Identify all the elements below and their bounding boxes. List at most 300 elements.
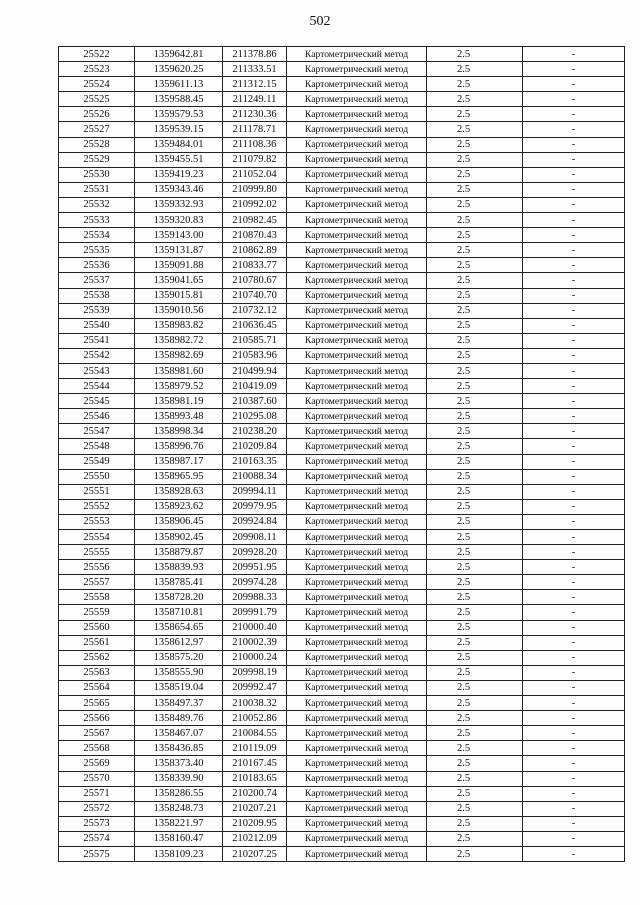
accuracy-cell: 2.5 [427,137,523,152]
note-cell: - [523,137,625,152]
y-coordinate-cell: 209951.95 [223,560,287,575]
method-cell: Картометрический метод [287,499,427,514]
point-number-cell: 25543 [59,363,135,378]
accuracy-cell: 2.5 [427,741,523,756]
note-cell: - [523,213,625,228]
table-row [59,816,625,831]
y-coordinate-cell: 210207.25 [223,846,287,861]
accuracy-cell: 2.5 [427,816,523,831]
accuracy-cell: 2.5 [427,771,523,786]
point-number-cell: 25568 [59,741,135,756]
table-row [59,409,625,424]
note-cell: - [523,333,625,348]
note-cell: - [523,107,625,122]
y-coordinate-cell: 210585.71 [223,333,287,348]
note-cell: - [523,228,625,243]
table-row [59,318,625,333]
method-cell: Картометрический метод [287,711,427,726]
point-number-cell: 25567 [59,726,135,741]
table-row [59,665,625,680]
method-cell: Картометрический метод [287,650,427,665]
point-number-cell: 25564 [59,680,135,695]
x-coordinate-cell: 1358555.90 [135,665,223,680]
table-row [59,137,625,152]
point-number-cell: 25566 [59,711,135,726]
note-cell: - [523,605,625,620]
note-cell: - [523,394,625,409]
method-cell: Картометрический метод [287,243,427,258]
accuracy-cell: 2.5 [427,197,523,212]
accuracy-cell: 2.5 [427,499,523,514]
point-number-cell: 25547 [59,424,135,439]
accuracy-cell: 2.5 [427,439,523,454]
method-cell: Картометрический метод [287,680,427,695]
table-row [59,62,625,77]
y-coordinate-cell: 209992.47 [223,680,287,695]
y-coordinate-cell: 211249.11 [223,92,287,107]
method-cell: Картометрический метод [287,47,427,62]
note-cell: - [523,801,625,816]
note-cell: - [523,424,625,439]
note-cell: - [523,167,625,182]
method-cell: Картометрический метод [287,228,427,243]
accuracy-cell: 2.5 [427,333,523,348]
y-coordinate-cell: 210999.80 [223,182,287,197]
method-cell: Картометрический метод [287,363,427,378]
table-row [59,680,625,695]
y-coordinate-cell: 211378.86 [223,47,287,62]
method-cell: Картометрический метод [287,590,427,605]
note-cell: - [523,454,625,469]
point-number-cell: 25530 [59,167,135,182]
point-number-cell: 25559 [59,605,135,620]
y-coordinate-cell: 210002.39 [223,635,287,650]
method-cell: Картометрический метод [287,394,427,409]
x-coordinate-cell: 1358923.62 [135,499,223,514]
accuracy-cell: 2.5 [427,363,523,378]
method-cell: Картометрический метод [287,545,427,560]
note-cell: - [523,726,625,741]
y-coordinate-cell: 210992.02 [223,197,287,212]
point-number-cell: 25522 [59,47,135,62]
point-number-cell: 25533 [59,213,135,228]
point-number-cell: 25542 [59,348,135,363]
accuracy-cell: 2.5 [427,590,523,605]
table-row [59,439,625,454]
x-coordinate-cell: 1359041.65 [135,273,223,288]
y-coordinate-cell: 210583.96 [223,348,287,363]
method-cell: Картометрический метод [287,379,427,394]
point-number-cell: 25555 [59,545,135,560]
accuracy-cell: 2.5 [427,711,523,726]
method-cell: Картометрический метод [287,665,427,680]
table-row [59,303,625,318]
point-number-cell: 25553 [59,514,135,529]
note-cell: - [523,273,625,288]
point-number-cell: 25528 [59,137,135,152]
y-coordinate-cell: 211108.36 [223,137,287,152]
x-coordinate-cell: 1359484.01 [135,137,223,152]
accuracy-cell: 2.5 [427,152,523,167]
table-row [59,258,625,273]
y-coordinate-cell: 211052.04 [223,167,287,182]
method-cell: Картометрический метод [287,122,427,137]
y-coordinate-cell: 211312.15 [223,77,287,92]
method-cell: Картометрический метод [287,530,427,545]
x-coordinate-cell: 1359131.87 [135,243,223,258]
y-coordinate-cell: 210387.60 [223,394,287,409]
point-number-cell: 25573 [59,816,135,831]
accuracy-cell: 2.5 [427,62,523,77]
note-cell: - [523,122,625,137]
table-row [59,167,625,182]
x-coordinate-cell: 1358993.48 [135,409,223,424]
point-number-cell: 25557 [59,575,135,590]
accuracy-cell: 2.5 [427,107,523,122]
table-row [59,711,625,726]
method-cell: Картометрический метод [287,197,427,212]
method-cell: Картометрический метод [287,831,427,846]
page-number: 502 [309,14,331,29]
coordinates-table-body [59,47,625,862]
note-cell: - [523,62,625,77]
point-number-cell: 25560 [59,620,135,635]
method-cell: Картометрический метод [287,137,427,152]
table-row [59,152,625,167]
table-row [59,348,625,363]
method-cell: Картометрический метод [287,741,427,756]
point-number-cell: 25565 [59,696,135,711]
accuracy-cell: 2.5 [427,228,523,243]
x-coordinate-cell: 1358987.17 [135,454,223,469]
y-coordinate-cell: 210870.43 [223,228,287,243]
point-number-cell: 25534 [59,228,135,243]
method-cell: Картометрический метод [287,620,427,635]
method-cell: Картометрический метод [287,318,427,333]
method-cell: Картометрический метод [287,288,427,303]
method-cell: Картометрический метод [287,726,427,741]
y-coordinate-cell: 210119.09 [223,741,287,756]
table-row [59,243,625,258]
point-number-cell: 25545 [59,394,135,409]
note-cell: - [523,560,625,575]
y-coordinate-cell: 211178.71 [223,122,287,137]
point-number-cell: 25552 [59,499,135,514]
note-cell: - [523,379,625,394]
method-cell: Картометрический метод [287,273,427,288]
y-coordinate-cell: 210862.89 [223,243,287,258]
x-coordinate-cell: 1358519.04 [135,680,223,695]
method-cell: Картометрический метод [287,756,427,771]
table-row [59,499,625,514]
note-cell: - [523,197,625,212]
point-number-cell: 25549 [59,454,135,469]
method-cell: Картометрический метод [287,167,427,182]
note-cell: - [523,635,625,650]
table-row [59,786,625,801]
x-coordinate-cell: 1358467.07 [135,726,223,741]
point-number-cell: 25538 [59,288,135,303]
x-coordinate-cell: 1358998.34 [135,424,223,439]
accuracy-cell: 2.5 [427,680,523,695]
point-number-cell: 25525 [59,92,135,107]
table-row [59,122,625,137]
point-number-cell: 25554 [59,530,135,545]
accuracy-cell: 2.5 [427,696,523,711]
table-row [59,756,625,771]
table-row [59,726,625,741]
accuracy-cell: 2.5 [427,650,523,665]
point-number-cell: 25546 [59,409,135,424]
note-cell: - [523,514,625,529]
accuracy-cell: 2.5 [427,605,523,620]
accuracy-cell: 2.5 [427,801,523,816]
note-cell: - [523,258,625,273]
accuracy-cell: 2.5 [427,831,523,846]
point-number-cell: 25558 [59,590,135,605]
table-row [59,771,625,786]
method-cell: Картометрический метод [287,213,427,228]
x-coordinate-cell: 1358981.60 [135,363,223,378]
note-cell: - [523,786,625,801]
accuracy-cell: 2.5 [427,288,523,303]
y-coordinate-cell: 211333.51 [223,62,287,77]
note-cell: - [523,771,625,786]
x-coordinate-cell: 1359343.46 [135,182,223,197]
x-coordinate-cell: 1359320.83 [135,213,223,228]
x-coordinate-cell: 1358965.95 [135,469,223,484]
note-cell: - [523,484,625,499]
x-coordinate-cell: 1358654.65 [135,620,223,635]
table-row [59,424,625,439]
accuracy-cell: 2.5 [427,394,523,409]
method-cell: Картометрический метод [287,439,427,454]
y-coordinate-cell: 210238.20 [223,424,287,439]
point-number-cell: 25574 [59,831,135,846]
x-coordinate-cell: 1358928.63 [135,484,223,499]
note-cell: - [523,348,625,363]
accuracy-cell: 2.5 [427,726,523,741]
y-coordinate-cell: 210084.55 [223,726,287,741]
note-cell: - [523,680,625,695]
table-row [59,363,625,378]
y-coordinate-cell: 209994.11 [223,484,287,499]
accuracy-cell: 2.5 [427,454,523,469]
table-row [59,605,625,620]
coordinates-table [58,46,625,862]
accuracy-cell: 2.5 [427,786,523,801]
x-coordinate-cell: 1358982.69 [135,348,223,363]
y-coordinate-cell: 210419.09 [223,379,287,394]
table-row [59,846,625,861]
x-coordinate-cell: 1359010.56 [135,303,223,318]
point-number-cell: 25527 [59,122,135,137]
accuracy-cell: 2.5 [427,303,523,318]
method-cell: Картометрический метод [287,801,427,816]
y-coordinate-cell: 210982.45 [223,213,287,228]
table-row [59,213,625,228]
note-cell: - [523,47,625,62]
note-cell: - [523,530,625,545]
accuracy-cell: 2.5 [427,122,523,137]
x-coordinate-cell: 1358906.45 [135,514,223,529]
point-number-cell: 25523 [59,62,135,77]
accuracy-cell: 2.5 [427,846,523,861]
table-row [59,288,625,303]
y-coordinate-cell: 210833.77 [223,258,287,273]
x-coordinate-cell: 1358728.20 [135,590,223,605]
accuracy-cell: 2.5 [427,47,523,62]
y-coordinate-cell: 210000.40 [223,620,287,635]
y-coordinate-cell: 211079.82 [223,152,287,167]
point-number-cell: 25550 [59,469,135,484]
y-coordinate-cell: 210636.45 [223,318,287,333]
table-row [59,197,625,212]
y-coordinate-cell: 210167.45 [223,756,287,771]
accuracy-cell: 2.5 [427,560,523,575]
y-coordinate-cell: 210088.34 [223,469,287,484]
table-row [59,620,625,635]
method-cell: Картометрический метод [287,771,427,786]
method-cell: Картометрический метод [287,514,427,529]
point-number-cell: 25535 [59,243,135,258]
y-coordinate-cell: 210052.86 [223,711,287,726]
note-cell: - [523,152,625,167]
accuracy-cell: 2.5 [427,575,523,590]
table-row [59,590,625,605]
point-number-cell: 25551 [59,484,135,499]
y-coordinate-cell: 210163.35 [223,454,287,469]
point-number-cell: 25536 [59,258,135,273]
method-cell: Картометрический метод [287,605,427,620]
method-cell: Картометрический метод [287,409,427,424]
table-row [59,379,625,394]
x-coordinate-cell: 1358785.41 [135,575,223,590]
note-cell: - [523,650,625,665]
accuracy-cell: 2.5 [427,530,523,545]
x-coordinate-cell: 1358248.73 [135,801,223,816]
point-number-cell: 25570 [59,771,135,786]
x-coordinate-cell: 1358612.97 [135,635,223,650]
x-coordinate-cell: 1358982.72 [135,333,223,348]
x-coordinate-cell: 1358710.81 [135,605,223,620]
x-coordinate-cell: 1359611.13 [135,77,223,92]
table-row [59,273,625,288]
x-coordinate-cell: 1358979.52 [135,379,223,394]
note-cell: - [523,318,625,333]
y-coordinate-cell: 209998.19 [223,665,287,680]
y-coordinate-cell: 209924.84 [223,514,287,529]
y-coordinate-cell: 210000.24 [223,650,287,665]
method-cell: Картометрический метод [287,454,427,469]
method-cell: Картометрический метод [287,560,427,575]
method-cell: Картометрический метод [287,303,427,318]
y-coordinate-cell: 209988.33 [223,590,287,605]
table-row [59,454,625,469]
note-cell: - [523,77,625,92]
table-row [59,228,625,243]
note-cell: - [523,243,625,258]
point-number-cell: 25531 [59,182,135,197]
note-cell: - [523,363,625,378]
x-coordinate-cell: 1358489.76 [135,711,223,726]
point-number-cell: 25561 [59,635,135,650]
note-cell: - [523,831,625,846]
note-cell: - [523,590,625,605]
y-coordinate-cell: 209928.20 [223,545,287,560]
x-coordinate-cell: 1358983.82 [135,318,223,333]
table-row [59,741,625,756]
y-coordinate-cell: 209908.11 [223,530,287,545]
method-cell: Картометрический метод [287,696,427,711]
x-coordinate-cell: 1358981.19 [135,394,223,409]
x-coordinate-cell: 1358996.76 [135,439,223,454]
note-cell: - [523,288,625,303]
table-row [59,469,625,484]
point-number-cell: 25526 [59,107,135,122]
table-row [59,77,625,92]
table-row [59,394,625,409]
x-coordinate-cell: 1358373.40 [135,756,223,771]
note-cell: - [523,182,625,197]
table-row [59,650,625,665]
y-coordinate-cell: 209979.95 [223,499,287,514]
x-coordinate-cell: 1358436.85 [135,741,223,756]
accuracy-cell: 2.5 [427,348,523,363]
table-row [59,635,625,650]
method-cell: Картометрический метод [287,182,427,197]
table-row [59,182,625,197]
method-cell: Картометрический метод [287,77,427,92]
point-number-cell: 25537 [59,273,135,288]
method-cell: Картометрический метод [287,575,427,590]
method-cell: Картометрический метод [287,258,427,273]
table-row [59,575,625,590]
accuracy-cell: 2.5 [427,620,523,635]
note-cell: - [523,303,625,318]
point-number-cell: 25556 [59,560,135,575]
x-coordinate-cell: 1358575.20 [135,650,223,665]
accuracy-cell: 2.5 [427,379,523,394]
point-number-cell: 25575 [59,846,135,861]
table-row [59,696,625,711]
y-coordinate-cell: 210209.84 [223,439,287,454]
note-cell: - [523,545,625,560]
note-cell: - [523,499,625,514]
y-coordinate-cell: 210780.67 [223,273,287,288]
accuracy-cell: 2.5 [427,635,523,650]
y-coordinate-cell: 210207.21 [223,801,287,816]
point-number-cell: 25571 [59,786,135,801]
accuracy-cell: 2.5 [427,545,523,560]
point-number-cell: 25569 [59,756,135,771]
note-cell: - [523,469,625,484]
y-coordinate-cell: 210499.94 [223,363,287,378]
y-coordinate-cell: 210212.09 [223,831,287,846]
note-cell: - [523,816,625,831]
method-cell: Картометрический метод [287,786,427,801]
y-coordinate-cell: 210740.70 [223,288,287,303]
x-coordinate-cell: 1359091.88 [135,258,223,273]
accuracy-cell: 2.5 [427,258,523,273]
note-cell: - [523,92,625,107]
point-number-cell: 25544 [59,379,135,394]
note-cell: - [523,696,625,711]
y-coordinate-cell: 210732.12 [223,303,287,318]
note-cell: - [523,711,625,726]
x-coordinate-cell: 1359588.45 [135,92,223,107]
accuracy-cell: 2.5 [427,484,523,499]
